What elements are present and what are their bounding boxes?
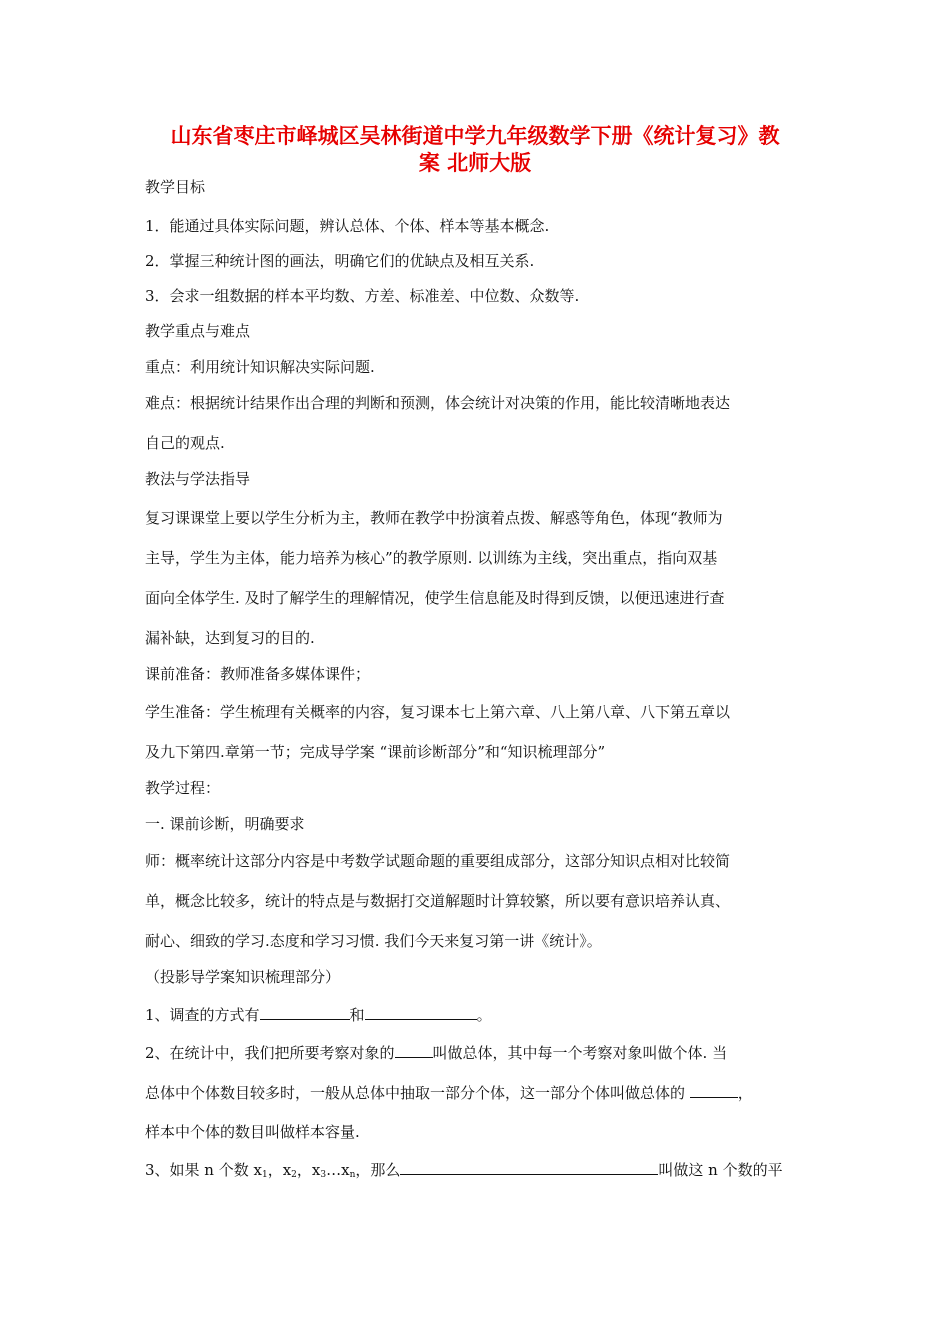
paragraph-line: 复习课课堂上要以学生分析为主，教师在教学中扮演着点拨、解惑等角色，体现“教师为: [145, 509, 723, 527]
paragraph-line: 自己的观点.: [145, 434, 225, 452]
question-1: 1、调查的方式有 和 。: [145, 1006, 492, 1024]
paragraph-line: 难点：根据统计结果作出合理的判断和预测，体会统计对决策的作用，能比较清晰地表达: [145, 394, 731, 412]
paragraph-line: 面向全体学生. 及时了解学生的理解情况，使学生信息能及时得到反馈，以便迅速进行查: [145, 589, 725, 607]
objective-line: 2．掌握三种统计图的画法，明确它们的优缺点及相互关系.: [145, 252, 535, 270]
fill-blank: [395, 1042, 433, 1058]
question-2-line-3: 样本中个体的数目叫做样本容量.: [145, 1123, 360, 1141]
paragraph-line: 及九下第四.章第一节；完成导学案 “课前诊断部分”和“知识梳理部分”: [145, 743, 606, 761]
fill-blank: [260, 1004, 350, 1020]
fill-blank: [365, 1004, 477, 1020]
section-heading: 教学重点与难点: [145, 322, 251, 340]
paragraph-line: 单，概念比较多，统计的特点是与数据打交道解题时计算较繁，所以要有意识培养认真、: [145, 892, 731, 910]
paragraph-line: 漏补缺，达到复习的目的.: [145, 629, 315, 647]
section-heading: 教学目标: [145, 178, 206, 196]
section-heading: 教法与学法指导: [145, 470, 251, 488]
paragraph-line: 学生准备：学生梳理有关概率的内容，复习课本七上第六章、八上第八章、八下第五章以: [145, 703, 731, 721]
fill-blank: [400, 1159, 658, 1175]
section-heading: 教学过程：: [145, 779, 221, 797]
question-3: 3、如果 n 个数 $x_1$，$x_2$，$x_3\dots x_n$，那么 叫做这 n 个数的平: [145, 1161, 783, 1180]
objective-line: 3．会求一组数据的样本平均数、方差、标准差、中位数、众数等.: [145, 287, 580, 305]
fill-blank: [690, 1082, 738, 1098]
paragraph-line: 师：概率统计这部分内容是中考数学试题命题的重要组成部分，这部分知识点相对比较简: [145, 852, 731, 870]
objective-line: 1．能通过具体实际问题，辨认总体、个体、样本等基本概念.: [145, 217, 550, 235]
section-heading: 一. 课前诊断，明确要求: [145, 815, 305, 833]
paragraph-line: （投影导学案知识梳理部分）: [145, 968, 341, 986]
question-2-line-1: 2、在统计中，我们把所要考察对象的 叫做总体，其中每一个考察对象叫做个体. 当: [145, 1044, 728, 1062]
paragraph-line: 课前准备：教师准备多媒体课件；: [145, 665, 371, 683]
paragraph-line: 重点：利用统计知识解决实际问题.: [145, 358, 375, 376]
paragraph-line: 主导，学生为主体，能力培养为核心”的教学原则. 以训练为主线，突出重点，指向双基: [145, 549, 718, 567]
document-title-line-2: 案 北师大版: [418, 151, 532, 175]
paragraph-line: 耐心、细致的学习.态度和学习习惯. 我们今天来复习第一讲《统计》。: [145, 932, 602, 950]
document-title-line-1: 山东省枣庄市峄城区吴林街道中学九年级数学下册《统计复习》教: [170, 124, 780, 148]
question-2-line-2: 总体中个体数目较多时，一般从总体中抽取一部分个体，这一部分个体叫做总体的 ，: [145, 1084, 753, 1102]
